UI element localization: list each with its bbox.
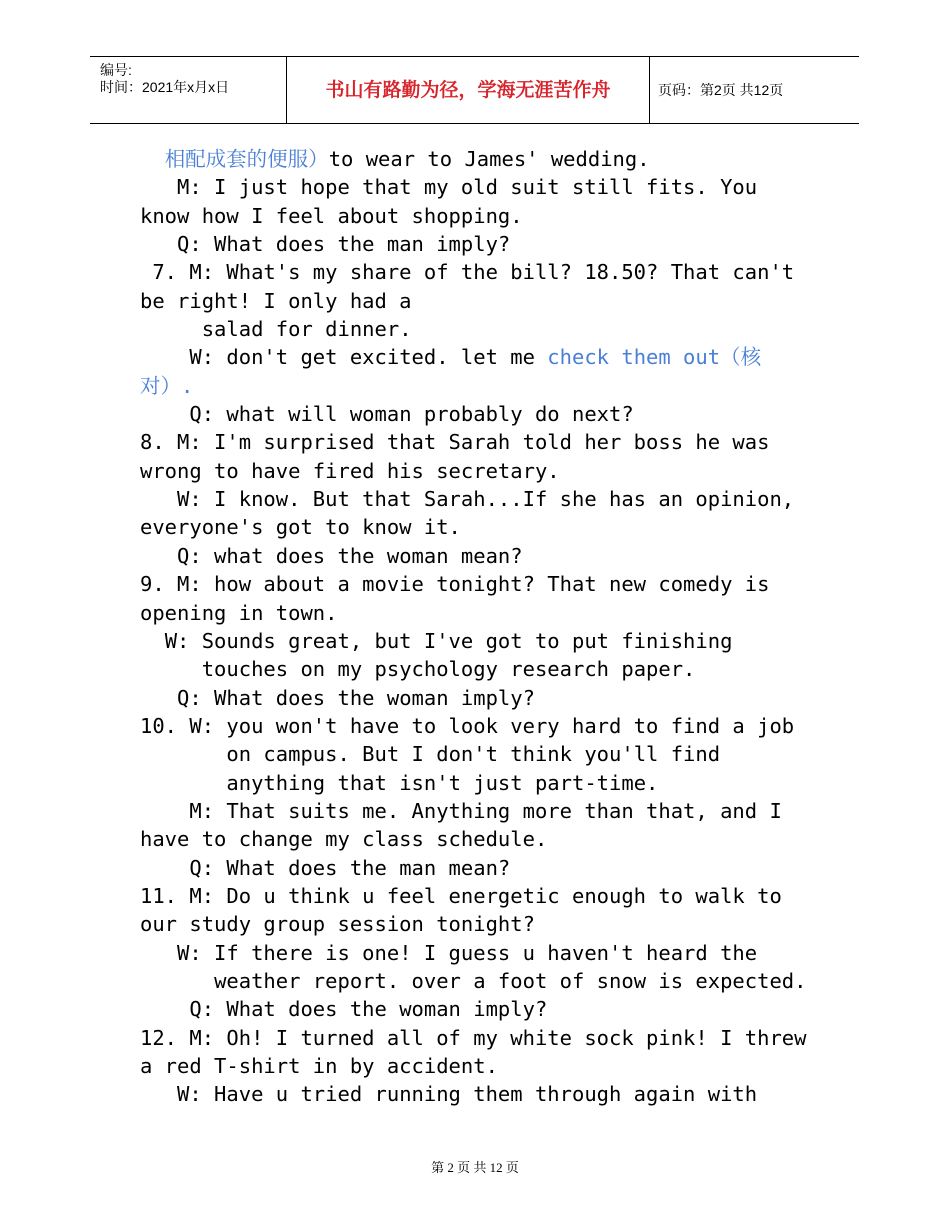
line-text [140,402,189,426]
line-text: a red T-shirt in by accident. [140,1054,498,1078]
line-text: 10. W: you won't have to look very hard to find a job [140,713,795,738]
line-text: on campus. But I don't think you'll find [226,742,721,767]
text-line [140,542,830,570]
document-body [140,145,830,1109]
text-line [140,769,830,797]
text-line [140,825,830,853]
text-line [140,230,830,258]
text-line [140,315,830,343]
text-line [140,627,830,655]
number-label: 编号: [100,62,132,78]
line-text: 7. M: What's my share of the bill? 18.50? That can't [152,260,795,285]
text-line [140,995,830,1023]
text-line [140,939,830,967]
line-text: W: If there is one! I guess u haven't heard the [177,940,758,965]
page-footer: 第 2 页 共 12 页 [431,1160,519,1175]
line-text [140,1082,177,1106]
line-text [140,317,202,341]
text-line [140,599,830,627]
line-text [140,487,177,511]
text-line [140,570,830,598]
line-text: Q: What does the woman imply? [177,685,535,710]
line-text [140,997,189,1021]
line-text: have to change my class schedule. [140,827,548,852]
highlighted-text: 对）. [140,373,194,398]
line-text: 8. M: I'm surprised that Sarah told her boss he was [140,430,770,455]
line-text [140,629,165,653]
text-line [140,655,830,683]
line-text: W: Have u tried running them through again with [177,1082,758,1107]
line-text: touches on my psychology research paper. [201,657,696,682]
text-line [140,400,830,428]
line-text: Q: what does the woman mean? [177,543,523,568]
text-line [140,485,830,513]
line-text: 11. M: Do u think u feel energetic enough to walk to [140,883,782,908]
text-line [140,343,830,371]
line-text [140,686,177,710]
text-line [140,910,830,938]
highlighted-text: check them out（核 [547,345,762,370]
line-text [140,232,177,256]
line-text [140,856,189,880]
text-line [140,428,830,456]
line-text: weather report. over a foot of snow is expected. [214,968,807,993]
line-text: be right! I only had a [140,288,412,313]
text-line [140,372,830,400]
line-text [140,941,177,965]
line-text [140,771,226,795]
line-text: salad for dinner. [201,317,412,342]
line-text: Q: What does the man imply? [177,232,511,257]
line-text: W: I know. But that Sarah...If she has an opinion, [177,487,795,512]
text-line [140,1024,830,1052]
motto: 书山有路勤为径，学海无涯苦作舟 [325,79,611,101]
line-text: W: Sounds great, but I've got to put finishing [164,628,733,653]
text-line [140,967,830,995]
line-text: Q: what will woman probably do next? [189,402,634,427]
line-text: to wear to James' wedding. [328,147,650,171]
text-line [140,173,830,201]
text-line [140,740,830,768]
line-text: 9. M: how about a movie tonight? That new comedy is [140,572,770,597]
text-line [140,712,830,740]
highlighted-text: 相配成套的便服） [164,147,329,171]
text-line [140,513,830,541]
page-info: 页码：第2页 共12页 [658,82,784,98]
text-line [140,1052,830,1080]
line-text: everyone's got to know it. [140,515,461,540]
header-page-cell [650,57,859,123]
line-text: opening in town. [140,600,338,625]
text-line [140,684,830,712]
text-line [140,457,830,485]
line-text [140,345,189,369]
header-meta-cell [90,57,287,123]
line-text: Q: What does the man mean? [189,855,511,880]
text-line [140,145,830,173]
text-line [140,854,830,882]
line-text [140,742,226,766]
text-line [140,287,830,315]
header-motto-cell [287,57,650,123]
text-line [140,1080,830,1108]
line-text [140,260,152,284]
text-line [140,882,830,910]
time-label: 时间：2021年x月x日 [100,79,230,95]
line-text [140,799,189,823]
line-text: M: That suits me. Anything more than that, and I [189,798,782,823]
line-text: M: I just hope that my old suit still fits. You [177,175,758,200]
text-line [140,258,830,286]
document-header [90,56,859,124]
line-text [140,544,177,568]
text-line [140,202,830,230]
line-text: wrong to have fired his secretary. [140,458,560,483]
line-text: Q: What does the woman imply? [189,997,548,1022]
line-text: know how I feel about shopping. [140,203,523,228]
line-text [140,175,177,199]
text-line [140,797,830,825]
line-text: anything that isn't just part-time. [226,770,659,795]
line-text: our study group session tonight? [140,912,535,937]
line-text [140,147,165,171]
line-text: 12. M: Oh! I turned all of my white sock pink! I threw [140,1025,807,1050]
line-text [140,657,202,681]
line-text [140,969,214,993]
line-text: W: don't get excited. let me [189,345,548,370]
